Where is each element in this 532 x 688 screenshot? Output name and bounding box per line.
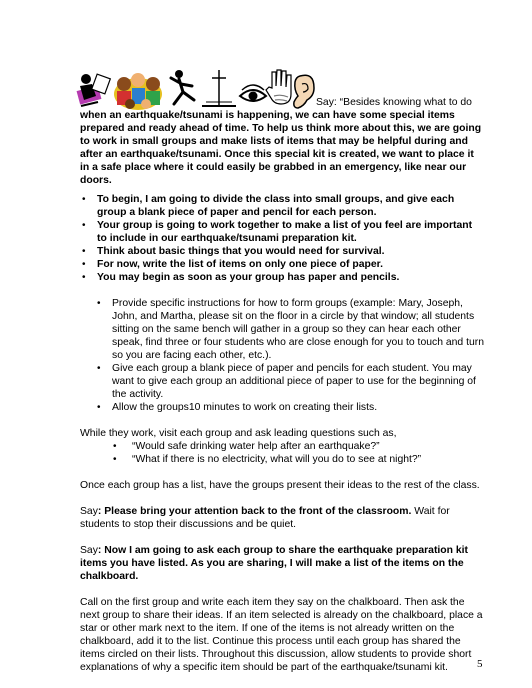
bullet-dot: • bbox=[82, 259, 86, 270]
sub-bullet-2-line-3: the activity. bbox=[112, 389, 164, 400]
question-1: “Would safe drinking water help after an earthquake?” bbox=[132, 441, 380, 452]
say-2-line-1 bbox=[80, 544, 468, 558]
call-line-2: next group to share their ideas. If an item selected is already on the chalkboard, place a bbox=[80, 610, 483, 621]
bold-bullet-1-line-2: group a blank piece of paper and pencil for each person. bbox=[97, 207, 377, 218]
say-2-line-2: items you have listed. As you are sharing, I will make a list of the items on the bbox=[80, 558, 464, 569]
intro-line-6: in a safe place where it could easily be grabbed in an emergency, like near our bbox=[80, 162, 467, 173]
bold-bullet-5: You may begin as soon as your group has paper and pencils. bbox=[97, 272, 400, 283]
call-line-5: items circled on their lists. Throughout this discussion, allow students to provide short bbox=[80, 649, 472, 660]
sub-bullet-dot: • bbox=[97, 363, 101, 374]
intro-line-1-text: Say: “Besides knowing what to do bbox=[316, 97, 472, 108]
call-line-1: Call on the first group and write each item they say on the chalkboard. Then ask the bbox=[80, 597, 465, 608]
sub-bullet-dot: • bbox=[97, 402, 101, 413]
intro-line-7: doors. bbox=[80, 175, 112, 186]
dancer-icon bbox=[171, 70, 194, 104]
sub-bullet-1-line-4: speak, find three or four students who are close enough for you to touch and turn bbox=[112, 337, 484, 348]
sub-bullet-dot: • bbox=[97, 298, 101, 309]
bold-bullet-3: Think about basic things that you would need for survival. bbox=[97, 246, 385, 257]
group-icon bbox=[114, 73, 162, 110]
bold-bullet-1-line-1: To begin, I am going to divide the class into small groups, and give each bbox=[97, 194, 455, 205]
say-1-bold: : Please bring your attention back to the front of the classroom. bbox=[97, 506, 412, 517]
page-number: 5 bbox=[477, 658, 483, 670]
cross-icon bbox=[202, 70, 236, 106]
question-dot: • bbox=[113, 441, 117, 452]
intro-line-4: to work in small groups and make lists of items that may be helpful during and bbox=[80, 136, 468, 147]
sub-bullet-1-line-3: sitting on the same bench will gather in a group so they can hear each other bbox=[112, 324, 461, 335]
say-1-prefix: Say bbox=[80, 506, 98, 517]
writing-icon bbox=[77, 74, 111, 106]
call-line-3: star or other mark next to the item. If one of the items is not already written on the bbox=[80, 623, 455, 634]
bullet-dot: • bbox=[82, 246, 86, 257]
say-1-line-1 bbox=[80, 505, 450, 519]
activity-icons bbox=[76, 66, 316, 112]
call-line-4: chalkboard, add it to the list. Continue this process until each group has shared the bbox=[80, 636, 461, 647]
eye-icon bbox=[240, 85, 266, 101]
while-text: While they work, visit each group and ask leading questions such as, bbox=[80, 428, 397, 439]
sub-bullet-1-line-5: so you are facing each other, etc.). bbox=[112, 350, 272, 361]
sub-bullet-3: Allow the groups10 minutes to work on creating their lists. bbox=[112, 402, 378, 413]
say-2-bold-1: : Now I am going to ask each group to share the earthquake preparation kit bbox=[97, 545, 468, 556]
bold-bullet-2-line-2: to include in our earthquake/tsunami preparation kit. bbox=[97, 233, 357, 244]
ear-icon bbox=[294, 75, 314, 108]
bullet-dot: • bbox=[82, 272, 86, 283]
sub-bullet-2-line-2: want to give each group an additional piece of paper to use for the beginning of bbox=[112, 376, 476, 387]
say-1-line-2: students to stop their discussions and be quiet. bbox=[80, 519, 297, 530]
intro-line-2: when an earthquake/tsunami is happening, we can have some special items bbox=[80, 110, 455, 121]
sub-bullet-1-line-2: John, and Martha, please sit on the floor in a circle by that window; all students bbox=[112, 311, 475, 322]
bold-bullet-4: For now, write the list of items on only one piece of paper. bbox=[97, 259, 383, 270]
question-dot: • bbox=[113, 454, 117, 465]
say-1-rest: Wait for bbox=[411, 506, 450, 517]
intro-line-3: prepared and ready ahead of time. To help us think more about this, we are going bbox=[80, 123, 482, 134]
intro-line-1 bbox=[316, 96, 472, 110]
intro-line-5: after an earthquake/tsunami. Once this special kit is created, we want to place it bbox=[80, 149, 474, 160]
once-text: Once each group has a list, have the groups present their ideas to the rest of the class. bbox=[80, 480, 480, 491]
bold-bullet-2-line-1: Your group is going to work together to make a list of you feel are important bbox=[97, 220, 473, 231]
hand-icon bbox=[266, 70, 291, 104]
bullet-dot: • bbox=[82, 220, 86, 231]
call-line-6: explanations of why a specific item should be part of the earthquake/tsunami kit. bbox=[80, 662, 448, 673]
sub-bullet-1-line-1: Provide specific instructions for how to form groups (example: Mary, Joseph, bbox=[112, 298, 463, 309]
question-2: “What if there is no electricity, what will you do to see at night?” bbox=[132, 454, 422, 465]
bullet-dot: • bbox=[82, 194, 86, 205]
say-2-prefix: Say bbox=[80, 545, 98, 556]
say-2-line-3: chalkboard. bbox=[80, 571, 139, 582]
sub-bullet-2-line-1: Give each group a blank piece of paper and pencils for each student. You may bbox=[112, 363, 472, 374]
